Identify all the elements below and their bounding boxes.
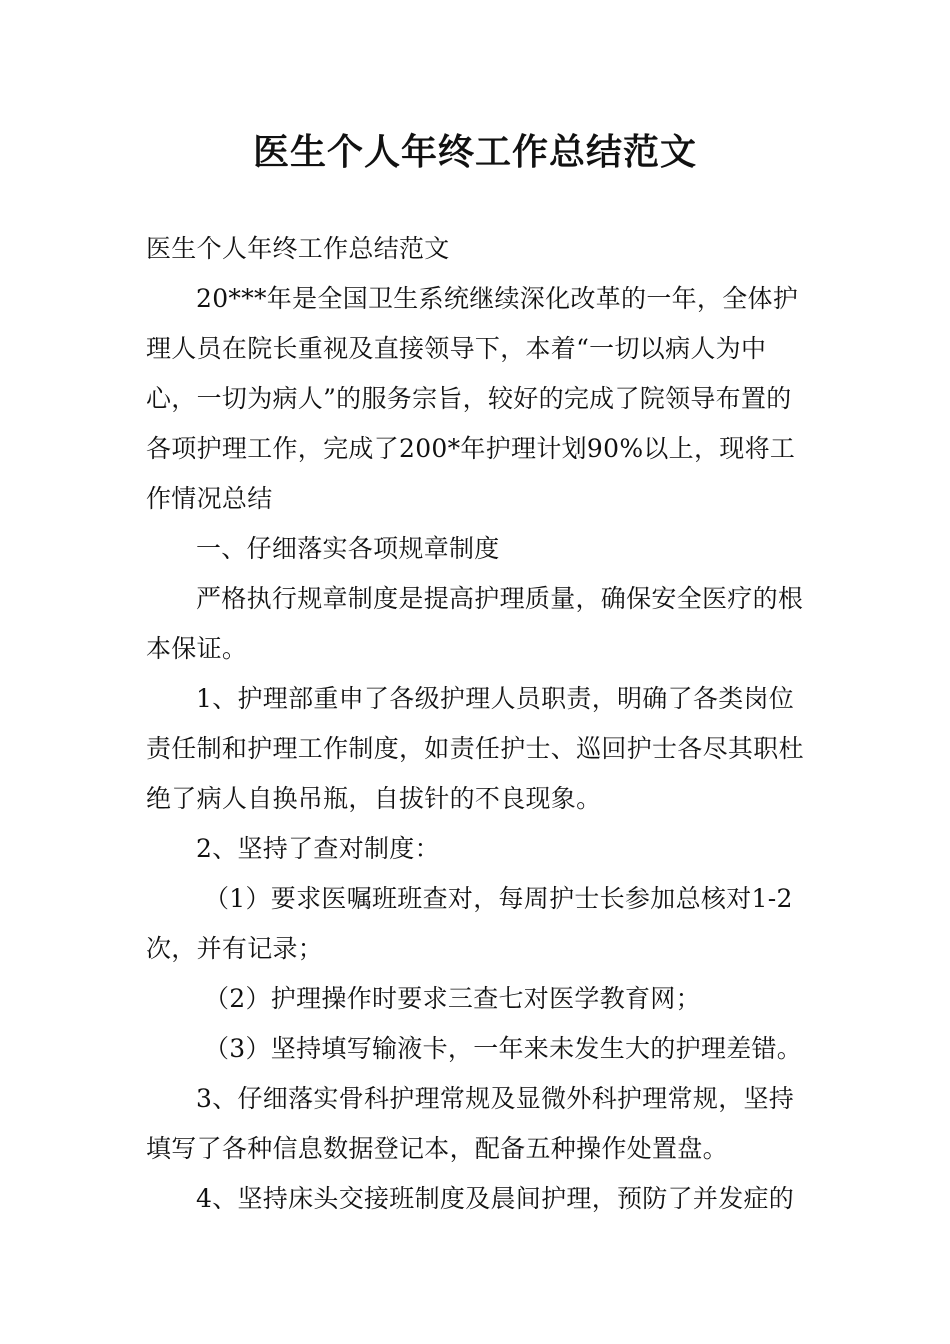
paragraph-item-2: 2、坚持了查对制度： — [196, 834, 440, 863]
paragraph-subitem-2: （2）护理操作时要求三查七对医学教育网； — [204, 984, 701, 1013]
document-body — [146, 224, 808, 1224]
paragraph-subitem-1: （1）要求医嘱班班查对，每周护士长参加总核对1-2次，并有记录； — [146, 884, 793, 963]
paragraph-rules: 严格执行规章制度是提高护理质量，确保安全医疗的根本保证。 — [146, 584, 804, 663]
document-title: 医生个人年终工作总结范文 — [252, 131, 697, 173]
paragraph-item-4: 4、坚持床头交接班制度及晨间护理，预防了并发症的 — [196, 1184, 795, 1213]
paragraph-item-3: 3、仔细落实骨科护理常规及显微外科护理常规，坚持填写了各种信息数据登记本，配备五种操作处置盘。 — [146, 1084, 795, 1163]
paragraph-subtitle: 医生个人年终工作总结范文 — [146, 234, 450, 263]
paragraph-item-1: 1、护理部重申了各级护理人员职责，明确了各类岗位责任制和护理工作制度，如责任护士、巡回护士各尽其职杜绝了病人自换吊瓶，自拔针的不良现象。 — [146, 684, 804, 813]
section-heading-1: 一、仔细落实各项规章制度 — [196, 534, 500, 563]
paragraph-subitem-3: （3）坚持填写输液卡，一年来未发生大的护理差错。 — [204, 1034, 803, 1063]
paragraph-intro: 20***年是全国卫生系统继续深化改革的一年，全体护理人员在院长重视及直接领导下，本着“一切以病人为中心，一切为病人”的服务宗旨，较好的完成了院领导布置的各项护理工作，完成了200*年护理计划90%以上，现将工作情况总结 — [146, 284, 799, 513]
